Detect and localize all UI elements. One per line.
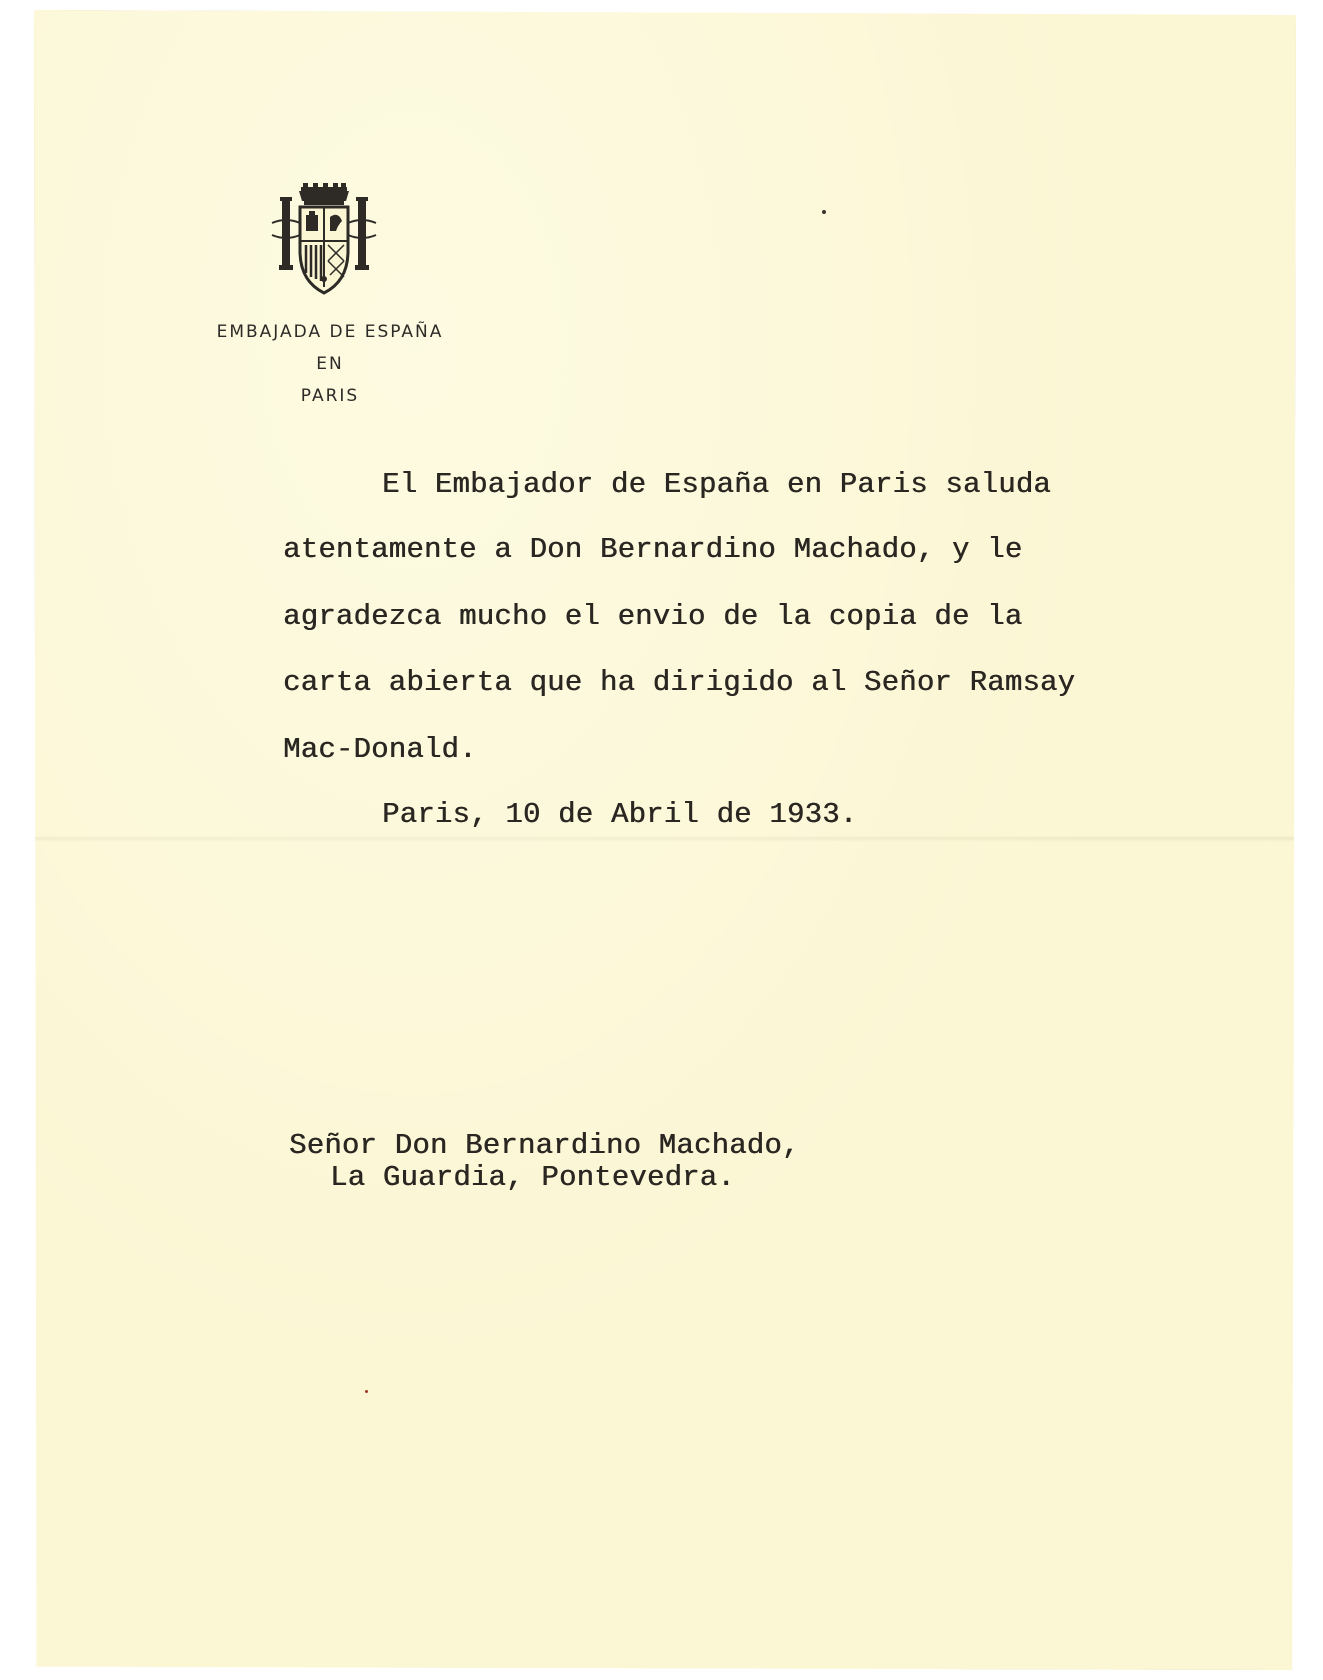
letterhead-embassy: EMBAJADA DE ESPAÑA (216, 322, 444, 342)
letterhead-city: PARIS (300, 386, 360, 406)
body-line-3: agradezca mucho el envio de la copia de la (283, 600, 1023, 633)
spanish-coat-of-arms-icon (268, 183, 380, 297)
letter-sheet (34, 10, 1296, 1670)
paper-speck (822, 210, 826, 214)
address-line-1: Señor Don Bernardino Machado, (289, 1129, 800, 1162)
body-line-2: atentamente a Don Bernardino Machado, y le (283, 533, 1023, 566)
paper-speck (365, 1390, 368, 1393)
address-line-2: La Guardia, Pontevedra. (330, 1161, 735, 1194)
body-line-1: El Embajador de España en Paris saluda (382, 468, 1051, 501)
body-line-5: Mac-Donald. (283, 733, 477, 766)
letterhead (190, 316, 470, 412)
date-line: Paris, 10 de Abril de 1933. (382, 798, 858, 831)
letterhead-en: EN (316, 354, 344, 374)
body-line-4: carta abierta que ha dirigido al Señor Ramsay (283, 666, 1076, 699)
